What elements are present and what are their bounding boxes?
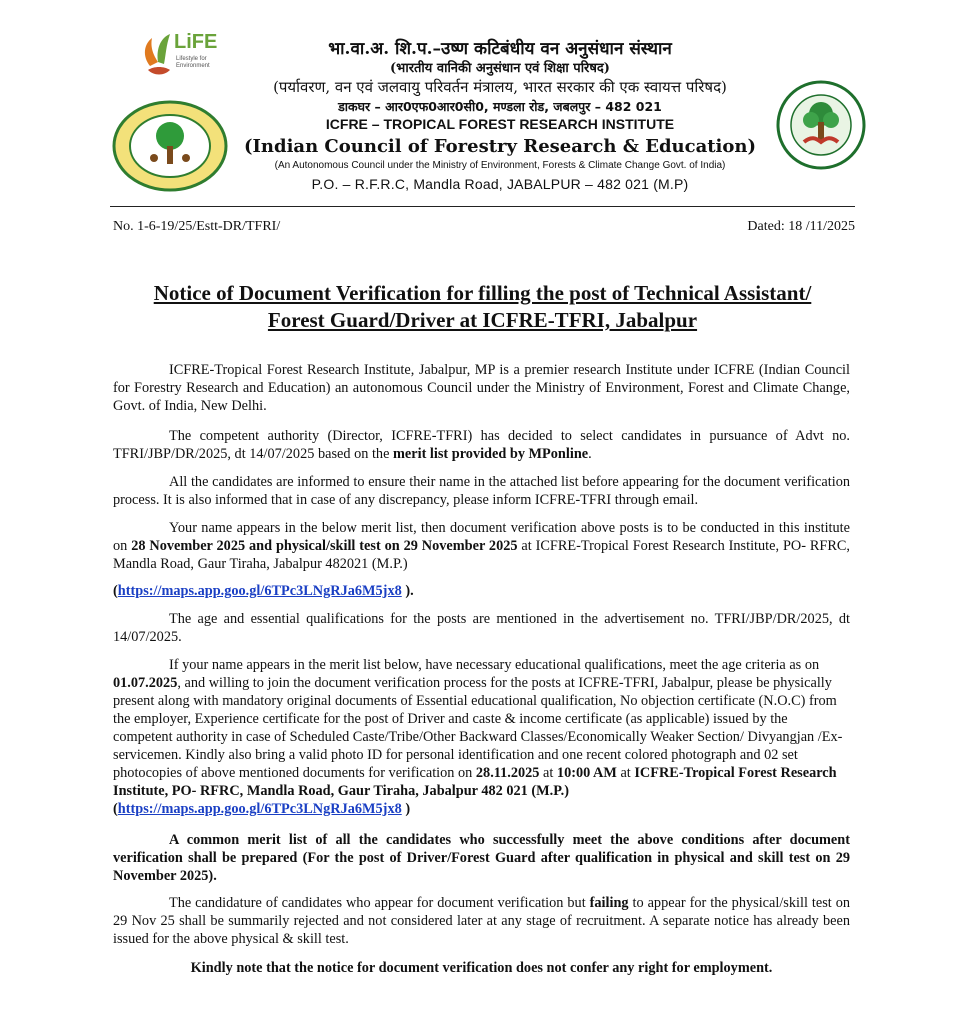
paragraph-disclaimer: Kindly note that the notice for document verification does not confer any right for employment. [190, 960, 773, 976]
life-logo [136, 26, 222, 84]
paragraph-candidates-informed: All the candidates are informed to ensure their name in the attached list before appearing for the document verification process. It is also informed that in case of any discrepancy, please inform ICFRE-TFRI through email. [113, 474, 850, 508]
notice-title-line2: Forest Guard/Driver at ICFRE-TFRI, Jabalpur [267, 308, 698, 332]
paragraph-intro: ICFRE-Tropical Forest Research Institute, Jabalpur, MP is a premier research Institute under ICFRE (Indian Council for Forestry Research and Education) an autonomous Council under the Ministry of Environment, Forest and Climate Change, Govt. of India, New Delhi. [113, 362, 850, 414]
paragraph-competent-authority: The competent authority (Director, ICFRE-TFRI) has decided to select candidates in pursuance of Advt no. TFRI/JBP/DR/2025, dt 14/07/2025 based on the merit list provided by MPonline. [113, 428, 850, 462]
paragraph-merit-list: A common merit list of all the candidates who successfully meet the above conditions after document verification shall be prepared (For the post of Driver/Forest Guard after qualification in physical and skill test on 29 November 2025). [113, 832, 850, 884]
map-link-2[interactable]: https://maps.app.goo.gl/6TPc3LNgRJa6M5jx8 [117, 801, 402, 817]
life-leaf-icon [145, 34, 170, 75]
institute-name: ICFRE – TROPICAL FOREST RESEARCH INSTITUTE [325, 116, 675, 132]
postal-address: P.O. – R.F.R.C, Mandla Road, JABALPUR – 482 021 (M.P) [311, 176, 689, 192]
hindi-council-name: (भारतीय वानिकी अनुसंधान एवं शिक्षा परिषद) [390, 61, 610, 76]
notice-title [110, 280, 855, 334]
ministry-line: (An Autonomous Council under the Ministry of Environment, Forests & Climate Change Govt. of India) [274, 160, 726, 171]
map-link[interactable]: https://maps.app.goo.gl/6TPc3LNgRJa6M5jx8 [117, 583, 402, 599]
paragraph-age-qualification: The age and essential qualifications for the posts are mentioned in the advertisement no. TFRI/JBP/DR/2025, dt 14/07/2025. [113, 611, 850, 645]
paragraph-map-link: (https://maps.app.goo.gl/6TPc3LNgRJa6M5jx8 ). [113, 583, 414, 599]
icfre-emblem-left [110, 100, 230, 192]
reference-number: No. 1-6-19/25/Estt-DR/TFRI/ [113, 219, 281, 234]
paragraph-verification-date: Your name appears in the below merit list, then document verification above posts is to be conducted in this institute on 28 November 2025 and physical/skill test on 29 November 2025 at ICFRE-Tropical Forest Research Institute, PO- RFRC, Mandla Road, Gaur Tiraha, Jabalpur 482021 (M.P.) [113, 520, 850, 572]
svg-text:Lifestyle for: Lifestyle for [176, 56, 207, 62]
notice-title-line1: Notice of Document Verification for filling the post of Technical Assistant/ [153, 281, 812, 305]
hindi-institute-name: भा.वा.अ. शि.प.–उष्ण कटिबंधीय वन अनुसंधान संस्थान [328, 39, 672, 59]
hindi-address: डाकघर – आर0एफ0आर0सी0, मण्डला रोड, जबलपुर – 482 021 [338, 99, 662, 114]
svg-text:Environment: Environment [176, 63, 210, 69]
tree-icon [156, 122, 184, 150]
notice-date: Dated: 18 /11/2025 [747, 219, 855, 234]
paragraph-candidature: The candidature of candidates who appear for document verification but failing to appear for the physical/skill test on 29 Nov 25 shall be summarily rejected and not considered later at any stage of recruitment. A separate notice has already been issued for the above physical & skill test. [113, 895, 850, 947]
header-divider [110, 206, 855, 207]
paragraph-documents: If your name appears in the merit list below, have necessary educational qualifications, meet the age criteria as on 01.07.2025, and willing to join the document verification process for the posts at ICFRE-TFRI, Jabalpur, please be physically present along with mandatory original documents of Essential educational qualification, No objection certificate (N.O.C) from the employer, Experience certificate for the post of Driver and caste & income certificate (as applicable) issued by the competent authority in case of Scheduled Caste/Tribe/Other Backward Classes/Economically Weaker Section/ Divyangjan /Ex-servicemen. Kindly also bring a valid photo ID for personal identification and one recent colored photograph and 02 set photocopies of above mentioned documents for verification on 28.11.2025 at 10:00 AM at ICFRE-Tropical Forest Research Institute, PO- RFRC, Mandla Road, Gaur Tiraha, Jabalpur 482 021 (M.P.) (https://maps.app.goo.gl/6TPc3LNgRJa6M5jx8 ) [113, 657, 843, 817]
life-logo-text: LiFE [174, 31, 218, 53]
hindi-ministry-line: (पर्यावरण, वन एवं जलवायु परिवर्तन मंत्रालय, भारत सरकार की एक स्वायत्त परिषद) [273, 78, 727, 96]
tfri-emblem-right [776, 80, 866, 170]
council-name: (Indian Council of Forestry Research & Education) [243, 136, 757, 157]
